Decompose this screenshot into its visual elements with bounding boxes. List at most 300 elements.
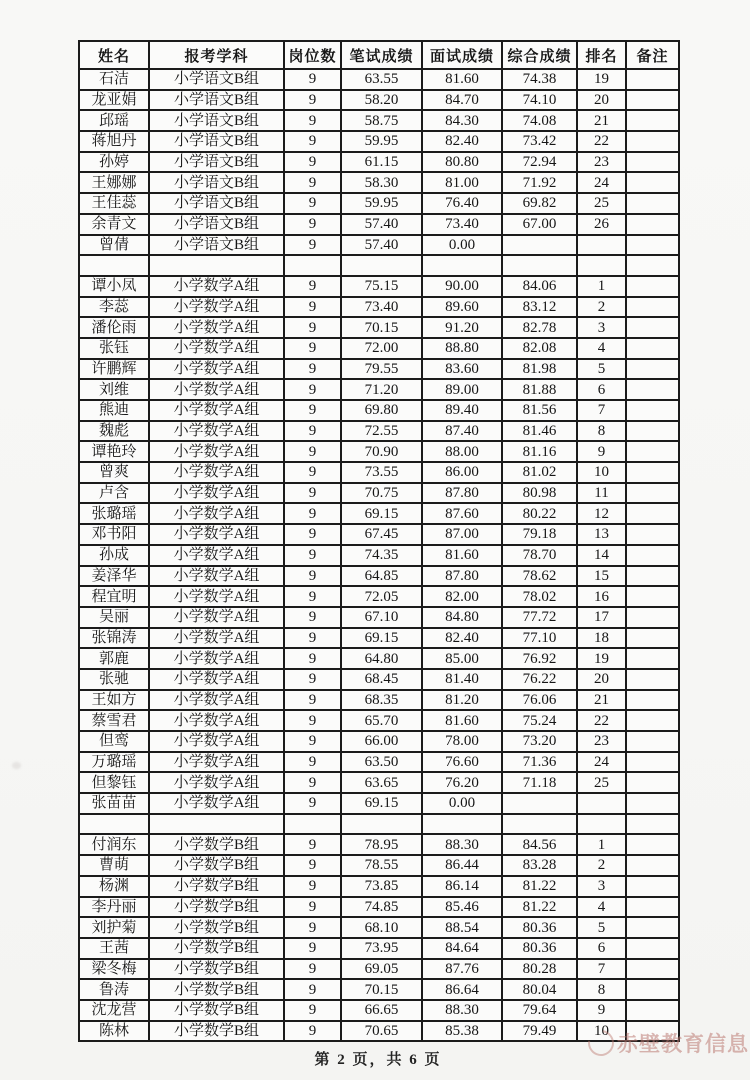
- cell-positions: 9: [284, 586, 341, 607]
- cell-subject: 小学语文B组: [149, 90, 284, 111]
- scan-artifact: [12, 762, 21, 769]
- cell-composite: [502, 793, 577, 814]
- cell-positions: 9: [284, 793, 341, 814]
- table-row: [79, 69, 679, 90]
- cell-composite: 73.42: [502, 131, 577, 152]
- table-row: [79, 566, 679, 587]
- cell-name: 陈林: [79, 1021, 149, 1042]
- cell-positions: 9: [284, 959, 341, 980]
- cell-interview: 84.64: [422, 938, 502, 959]
- cell-composite: [502, 814, 577, 835]
- cell-composite: 81.22: [502, 876, 577, 897]
- cell-name: 谭小凤: [79, 276, 149, 297]
- cell-name: 孙婷: [79, 152, 149, 173]
- cell-name: 王娜娜: [79, 172, 149, 193]
- table-row: [79, 669, 679, 690]
- cell-positions: 9: [284, 566, 341, 587]
- cell-composite: 78.62: [502, 566, 577, 587]
- cell-rank: 19: [577, 69, 626, 90]
- cell-subject: 小学数学A组: [149, 566, 284, 587]
- cell-name: 但黎钰: [79, 772, 149, 793]
- cell-interview: 76.40: [422, 193, 502, 214]
- cell-written: 74.85: [341, 897, 422, 918]
- cell-interview: 81.00: [422, 172, 502, 193]
- cell-interview: 91.20: [422, 317, 502, 338]
- cell-interview: 81.60: [422, 710, 502, 731]
- cell-positions: 9: [284, 193, 341, 214]
- cell-note: [626, 483, 679, 504]
- table-row: [79, 131, 679, 152]
- header-cell-rank: 排名: [577, 41, 626, 69]
- cell-written: 69.15: [341, 793, 422, 814]
- cell-subject: 小学数学B组: [149, 1000, 284, 1021]
- cell-name: 熊迪: [79, 400, 149, 421]
- table-row: [79, 834, 679, 855]
- cell-interview: 87.40: [422, 421, 502, 442]
- cell-note: [626, 297, 679, 318]
- cell-interview: 85.38: [422, 1021, 502, 1042]
- cell-composite: 75.24: [502, 710, 577, 731]
- cell-positions: 9: [284, 276, 341, 297]
- cell-name: 张璐瑶: [79, 503, 149, 524]
- cell-name: 曹萌: [79, 855, 149, 876]
- cell-written: 79.55: [341, 359, 422, 380]
- cell-composite: 71.18: [502, 772, 577, 793]
- cell-composite: 74.08: [502, 110, 577, 131]
- cell-name: 但鸾: [79, 731, 149, 752]
- cell-positions: 9: [284, 938, 341, 959]
- cell-note: [626, 855, 679, 876]
- cell-interview: 80.80: [422, 152, 502, 173]
- cell-composite: 77.10: [502, 628, 577, 649]
- cell-rank: [577, 814, 626, 835]
- table-row: [79, 317, 679, 338]
- cell-rank: 4: [577, 338, 626, 359]
- cell-interview: 88.54: [422, 917, 502, 938]
- cell-note: [626, 545, 679, 566]
- cell-name: 邱瑶: [79, 110, 149, 131]
- cell-name: 李丹丽: [79, 897, 149, 918]
- cell-note: [626, 897, 679, 918]
- cell-written: 78.95: [341, 834, 422, 855]
- cell-subject: [149, 255, 284, 276]
- cell-note: [626, 1000, 679, 1021]
- header-cell-composite: 综合成绩: [502, 41, 577, 69]
- cell-note: [626, 69, 679, 90]
- cell-positions: 9: [284, 131, 341, 152]
- cell-written: 69.05: [341, 959, 422, 980]
- cell-note: [626, 421, 679, 442]
- table-row: [79, 979, 679, 1000]
- cell-positions: 9: [284, 503, 341, 524]
- cell-note: [626, 131, 679, 152]
- results-table: [78, 40, 680, 1042]
- cell-rank: 7: [577, 959, 626, 980]
- cell-rank: 13: [577, 524, 626, 545]
- cell-rank: 1: [577, 834, 626, 855]
- cell-written: 57.40: [341, 235, 422, 256]
- table-row-empty: [79, 814, 679, 835]
- cell-note: [626, 917, 679, 938]
- table-row: [79, 483, 679, 504]
- cell-name: 魏彪: [79, 421, 149, 442]
- cell-note: [626, 400, 679, 421]
- cell-note: [626, 317, 679, 338]
- cell-composite: 81.56: [502, 400, 577, 421]
- table-row: [79, 731, 679, 752]
- cell-name: [79, 255, 149, 276]
- cell-name: 王佳蕊: [79, 193, 149, 214]
- table-row: [79, 400, 679, 421]
- cell-interview: 0.00: [422, 235, 502, 256]
- cell-note: [626, 710, 679, 731]
- cell-subject: 小学数学B组: [149, 917, 284, 938]
- table-row: [79, 90, 679, 111]
- cell-composite: 79.49: [502, 1021, 577, 1042]
- cell-name: 石洁: [79, 69, 149, 90]
- table-row: [79, 441, 679, 462]
- cell-positions: 9: [284, 731, 341, 752]
- cell-name: 万璐瑶: [79, 752, 149, 773]
- cell-note: [626, 648, 679, 669]
- cell-subject: 小学数学A组: [149, 545, 284, 566]
- cell-subject: 小学数学A组: [149, 669, 284, 690]
- cell-rank: 16: [577, 586, 626, 607]
- cell-positions: 9: [284, 628, 341, 649]
- cell-composite: 81.98: [502, 359, 577, 380]
- cell-positions: 9: [284, 90, 341, 111]
- cell-written: 64.85: [341, 566, 422, 587]
- cell-composite: 81.02: [502, 462, 577, 483]
- cell-name: [79, 814, 149, 835]
- cell-subject: 小学数学A组: [149, 628, 284, 649]
- cell-rank: [577, 793, 626, 814]
- cell-name: 孙成: [79, 545, 149, 566]
- header-cell-positions: 岗位数: [284, 41, 341, 69]
- cell-composite: 67.00: [502, 214, 577, 235]
- cell-composite: 80.36: [502, 938, 577, 959]
- cell-positions: 9: [284, 338, 341, 359]
- cell-written: 72.55: [341, 421, 422, 442]
- cell-interview: 81.40: [422, 669, 502, 690]
- cell-subject: 小学语文B组: [149, 172, 284, 193]
- cell-positions: 9: [284, 69, 341, 90]
- cell-interview: 0.00: [422, 793, 502, 814]
- cell-note: [626, 359, 679, 380]
- cell-name: 杨渊: [79, 876, 149, 897]
- cell-note: [626, 441, 679, 462]
- cell-subject: 小学数学A组: [149, 421, 284, 442]
- cell-composite: 71.36: [502, 752, 577, 773]
- cell-written: 68.10: [341, 917, 422, 938]
- cell-rank: 5: [577, 359, 626, 380]
- cell-interview: 86.14: [422, 876, 502, 897]
- header-cell-name: 姓名: [79, 41, 149, 69]
- cell-written: 69.80: [341, 400, 422, 421]
- cell-composite: 78.02: [502, 586, 577, 607]
- cell-composite: [502, 255, 577, 276]
- cell-subject: 小学数学A组: [149, 359, 284, 380]
- cell-composite: 73.20: [502, 731, 577, 752]
- cell-positions: 9: [284, 172, 341, 193]
- cell-interview: 86.00: [422, 462, 502, 483]
- cell-interview: 84.80: [422, 607, 502, 628]
- cell-rank: 3: [577, 317, 626, 338]
- cell-note: [626, 731, 679, 752]
- cell-subject: 小学数学B组: [149, 1021, 284, 1042]
- table-row: [79, 1000, 679, 1021]
- cell-written: 59.95: [341, 193, 422, 214]
- cell-positions: 9: [284, 297, 341, 318]
- cell-interview: 82.00: [422, 586, 502, 607]
- cell-rank: 12: [577, 503, 626, 524]
- cell-name: 许鹏辉: [79, 359, 149, 380]
- cell-note: [626, 1021, 679, 1042]
- cell-rank: 14: [577, 545, 626, 566]
- cell-composite: 84.06: [502, 276, 577, 297]
- cell-name: 鲁涛: [79, 979, 149, 1000]
- cell-note: [626, 338, 679, 359]
- cell-rank: 6: [577, 379, 626, 400]
- cell-name: 付润东: [79, 834, 149, 855]
- cell-rank: 22: [577, 131, 626, 152]
- cell-subject: 小学数学B组: [149, 979, 284, 1000]
- cell-positions: 9: [284, 524, 341, 545]
- cell-positions: 9: [284, 379, 341, 400]
- table-row: [79, 793, 679, 814]
- cell-note: [626, 379, 679, 400]
- cell-interview: 76.60: [422, 752, 502, 773]
- cell-name: 蔡雪君: [79, 710, 149, 731]
- table-row: [79, 876, 679, 897]
- table-row: [79, 938, 679, 959]
- cell-positions: 9: [284, 441, 341, 462]
- cell-interview: 85.00: [422, 648, 502, 669]
- watermark-text: 赤壁教育信息: [617, 1032, 749, 1056]
- cell-written: 71.20: [341, 379, 422, 400]
- cell-written: 67.10: [341, 607, 422, 628]
- cell-note: [626, 276, 679, 297]
- cell-name: 刘维: [79, 379, 149, 400]
- cell-positions: 9: [284, 834, 341, 855]
- cell-written: 64.80: [341, 648, 422, 669]
- cell-rank: 23: [577, 731, 626, 752]
- cell-composite: 82.08: [502, 338, 577, 359]
- cell-positions: 9: [284, 897, 341, 918]
- table-row: [79, 462, 679, 483]
- cell-subject: 小学数学A组: [149, 379, 284, 400]
- cell-rank: 2: [577, 297, 626, 318]
- cell-subject: 小学语文B组: [149, 235, 284, 256]
- table-row: [79, 503, 679, 524]
- cell-written: 72.00: [341, 338, 422, 359]
- cell-interview: 89.00: [422, 379, 502, 400]
- cell-written: 69.15: [341, 503, 422, 524]
- cell-written: 65.70: [341, 710, 422, 731]
- cell-subject: 小学数学A组: [149, 607, 284, 628]
- cell-subject: 小学数学A组: [149, 483, 284, 504]
- cell-composite: 80.22: [502, 503, 577, 524]
- cell-name: 张驰: [79, 669, 149, 690]
- cell-subject: 小学数学A组: [149, 793, 284, 814]
- cell-note: [626, 524, 679, 545]
- cell-subject: 小学数学A组: [149, 731, 284, 752]
- cell-name: 沈龙营: [79, 1000, 149, 1021]
- cell-rank: 24: [577, 172, 626, 193]
- cell-name: 郭鹿: [79, 648, 149, 669]
- cell-subject: 小学数学B组: [149, 897, 284, 918]
- cell-rank: 10: [577, 462, 626, 483]
- cell-note: [626, 959, 679, 980]
- cell-note: [626, 938, 679, 959]
- cell-rank: 23: [577, 152, 626, 173]
- cell-name: 刘护菊: [79, 917, 149, 938]
- cell-written: [341, 255, 422, 276]
- cell-subject: 小学数学A组: [149, 400, 284, 421]
- cell-rank: 18: [577, 628, 626, 649]
- table-row: [79, 628, 679, 649]
- table-row: [79, 897, 679, 918]
- cell-written: 58.30: [341, 172, 422, 193]
- table-row: [79, 752, 679, 773]
- table-header: [79, 41, 679, 69]
- cell-positions: 9: [284, 1000, 341, 1021]
- cell-written: 74.35: [341, 545, 422, 566]
- cell-name: 卢含: [79, 483, 149, 504]
- cell-name: 潘伦雨: [79, 317, 149, 338]
- cell-name: 梁冬梅: [79, 959, 149, 980]
- cell-written: 72.05: [341, 586, 422, 607]
- cell-written: 59.95: [341, 131, 422, 152]
- cell-composite: 72.94: [502, 152, 577, 173]
- cell-positions: 9: [284, 669, 341, 690]
- cell-note: [626, 214, 679, 235]
- cell-interview: 88.30: [422, 834, 502, 855]
- cell-rank: 7: [577, 400, 626, 421]
- cell-positions: 9: [284, 545, 341, 566]
- cell-positions: 9: [284, 772, 341, 793]
- cell-subject: 小学数学A组: [149, 503, 284, 524]
- cell-interview: 87.80: [422, 566, 502, 587]
- cell-rank: 15: [577, 566, 626, 587]
- cell-subject: 小学语文B组: [149, 214, 284, 235]
- cell-subject: 小学数学B组: [149, 938, 284, 959]
- cell-subject: 小学数学A组: [149, 297, 284, 318]
- header-cell-written: 笔试成绩: [341, 41, 422, 69]
- cell-subject: 小学数学A组: [149, 276, 284, 297]
- cell-name: 李蕊: [79, 297, 149, 318]
- cell-name: 张苗苗: [79, 793, 149, 814]
- cell-written: 73.95: [341, 938, 422, 959]
- table-row: [79, 359, 679, 380]
- cell-rank: 3: [577, 876, 626, 897]
- cell-written: 73.85: [341, 876, 422, 897]
- cell-interview: 87.76: [422, 959, 502, 980]
- cell-interview: 81.60: [422, 545, 502, 566]
- cell-positions: 9: [284, 235, 341, 256]
- cell-rank: 2: [577, 855, 626, 876]
- cell-written: 70.65: [341, 1021, 422, 1042]
- cell-composite: 69.82: [502, 193, 577, 214]
- table-row: [79, 690, 679, 711]
- cell-rank: 10: [577, 1021, 626, 1042]
- cell-rank: 4: [577, 897, 626, 918]
- cell-written: 66.65: [341, 1000, 422, 1021]
- cell-composite: 80.04: [502, 979, 577, 1000]
- cell-note: [626, 752, 679, 773]
- cell-written: 63.55: [341, 69, 422, 90]
- cell-rank: 17: [577, 607, 626, 628]
- cell-composite: 81.16: [502, 441, 577, 462]
- cell-note: [626, 690, 679, 711]
- cell-subject: 小学数学A组: [149, 648, 284, 669]
- cell-composite: 82.78: [502, 317, 577, 338]
- cell-subject: 小学数学A组: [149, 586, 284, 607]
- table-row: [79, 379, 679, 400]
- cell-composite: 84.56: [502, 834, 577, 855]
- cell-composite: 79.18: [502, 524, 577, 545]
- cell-note: [626, 793, 679, 814]
- cell-interview: 90.00: [422, 276, 502, 297]
- cell-interview: 85.46: [422, 897, 502, 918]
- cell-note: [626, 90, 679, 111]
- cell-rank: 11: [577, 483, 626, 504]
- table-row: [79, 338, 679, 359]
- cell-subject: 小学数学A组: [149, 462, 284, 483]
- cell-composite: 76.92: [502, 648, 577, 669]
- cell-subject: 小学数学A组: [149, 772, 284, 793]
- cell-interview: 87.60: [422, 503, 502, 524]
- cell-positions: 9: [284, 462, 341, 483]
- cell-composite: 80.98: [502, 483, 577, 504]
- cell-written: 63.50: [341, 752, 422, 773]
- cell-name: 吴丽: [79, 607, 149, 628]
- cell-written: 67.45: [341, 524, 422, 545]
- cell-rank: 22: [577, 710, 626, 731]
- cell-written: 66.00: [341, 731, 422, 752]
- cell-subject: 小学语文B组: [149, 152, 284, 173]
- cell-composite: 80.28: [502, 959, 577, 980]
- cell-subject: 小学数学B组: [149, 834, 284, 855]
- cell-interview: 88.80: [422, 338, 502, 359]
- cell-interview: 87.80: [422, 483, 502, 504]
- cell-written: 58.75: [341, 110, 422, 131]
- cell-positions: 9: [284, 110, 341, 131]
- cell-note: [626, 566, 679, 587]
- cell-rank: 6: [577, 938, 626, 959]
- cell-interview: [422, 814, 502, 835]
- cell-composite: 76.22: [502, 669, 577, 690]
- cell-rank: 21: [577, 690, 626, 711]
- cell-written: 78.55: [341, 855, 422, 876]
- cell-subject: 小学语文B组: [149, 131, 284, 152]
- cell-rank: 24: [577, 752, 626, 773]
- cell-note: [626, 669, 679, 690]
- cell-note: [626, 255, 679, 276]
- cell-positions: 9: [284, 359, 341, 380]
- table-row: [79, 193, 679, 214]
- cell-subject: [149, 814, 284, 835]
- cell-rank: 25: [577, 772, 626, 793]
- cell-written: 68.45: [341, 669, 422, 690]
- cell-rank: 5: [577, 917, 626, 938]
- cell-name: 曾倩: [79, 235, 149, 256]
- table-row: [79, 235, 679, 256]
- cell-positions: 9: [284, 690, 341, 711]
- cell-composite: [502, 235, 577, 256]
- cell-interview: 89.60: [422, 297, 502, 318]
- cell-note: [626, 772, 679, 793]
